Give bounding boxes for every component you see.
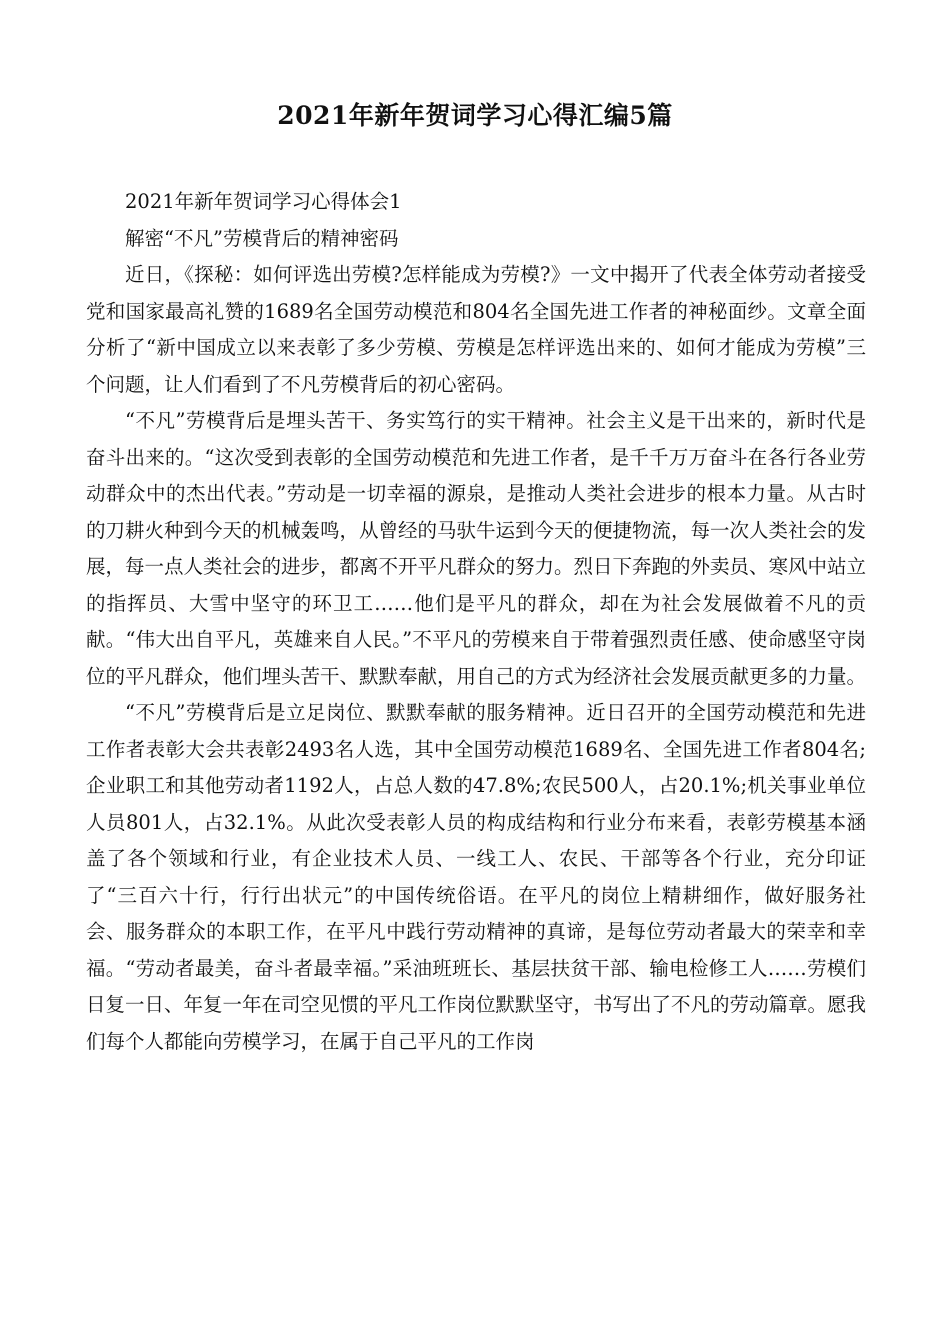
body-paragraph: “不凡”劳模背后是立足岗位、默默奉献的服务精神。近日召开的全国劳动模范和先进工作者表彰大会共表彰2493名人选，其中全国劳动模范1689名、全国先进工作者804名;企业职工和其他劳动者1192人，占总人数的47.8%;农民500人，占20.1%;机关事业单位人员801人，占32.1%。从此次受表彰人员的构成结构和行业分布来看，表彰劳模基本涵盖了各个领域和行业，有企业技术人员、一线工人、农民、干部等各个行业，充分印证了“三百六十行，行行出状元”的中国传统俗语。在平凡的岗位上精耕细作，做好服务社会、服务群众的本职工作，在平凡中践行劳动精神的真谛，是每位劳动者最大的荣幸和幸福。“劳动者最美，奋斗者最幸福。”采油班班长、基层扶贫干部、输电检修工人……劳模们日复一日、年复一年在司空见惯的平凡工作岗位默默坚守，书写出了不凡的劳动篇章。愿我们每个人都能向劳模学习，在属于自己平凡的工作岗 (86, 701, 867, 1053)
document-title: 2021年新年贺词学习心得汇编5篇 (277, 101, 673, 130)
body-paragraph: “不凡”劳模背后是埋头苦干、务实笃行的实干精神。社会主义是干出来的，新时代是奋斗出来的。“这次受到表彰的全国劳动模范和先进工作者，是千千万万奋斗在各行各业劳动群众中的杰出代表。”劳动是一切幸福的源泉，是推动人类社会进步的根本力量。从古时的刀耕火种到今天的机械轰鸣，从曾经的马驮牛运到今天的便捷物流，每一次人类社会的发展，每一点人类社会的进步，都离不开平凡群众的努力。烈日下奔跑的外卖员、寒风中站立的指挥员、大雪中坚守的环卫工……他们是平凡的群众，却在为社会发展做着不凡的贡献。“伟大出自平凡，英雄来自人民。”不平凡的劳模来自于带着强烈责任感、使命感坚守岗位的平凡群众，他们埋头苦干、默默奉献，用自己的方式为经济社会发展贡献更多的力量。 (86, 409, 867, 688)
section-subtitle: 2021年新年贺词学习心得体会1 (125, 190, 402, 213)
document-body (86, 184, 866, 1060)
section-heading: 解密“不凡”劳模背后的精神密码 (125, 226, 399, 250)
body-paragraph: 近日，《探秘：如何评选出劳模?怎样能成为劳模?》一文中揭开了代表全体劳动者接受党和国家最高礼赞的1689名全国劳动模范和804名全国先进工作者的神秘面纱。文章全面分析了“新中国成立以来表彰了多少劳模、劳模是怎样评选出来的、如何才能成为劳模”三个问题，让人们看到了不凡劳模背后的初心密码。 (86, 263, 866, 396)
